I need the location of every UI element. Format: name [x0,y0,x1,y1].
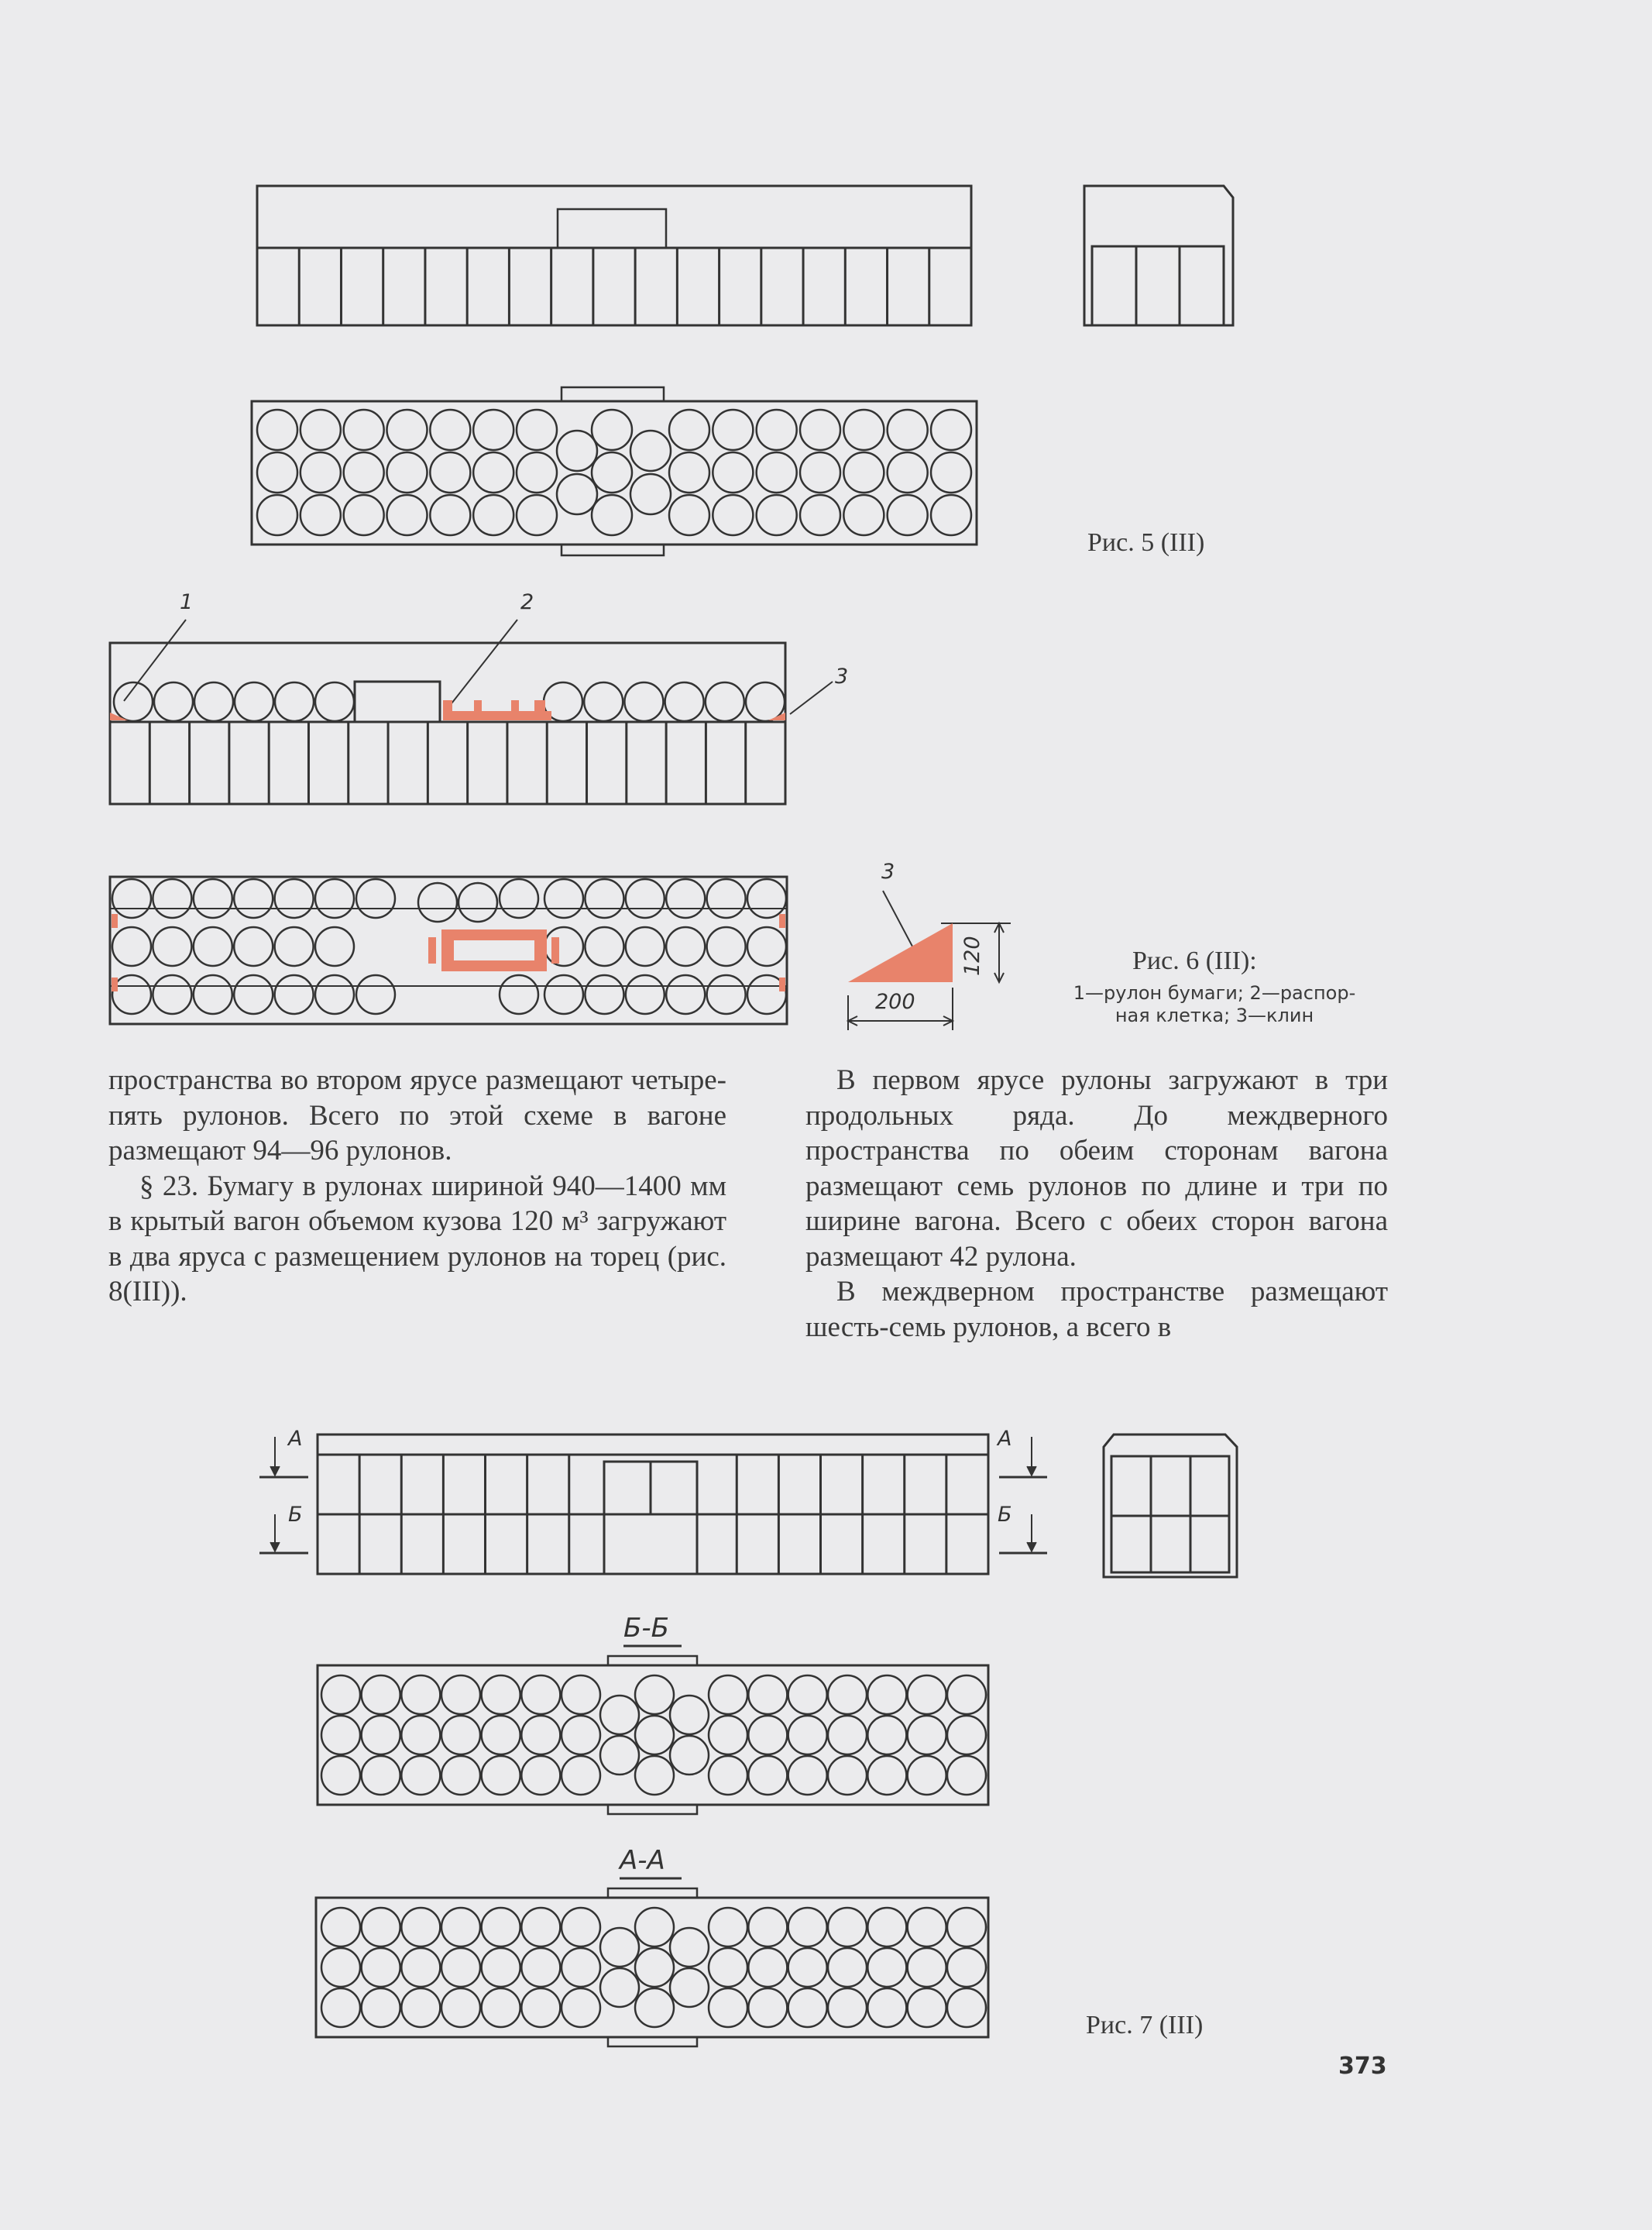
marker-b-right: Б [998,1503,1012,1527]
paper-roll [584,682,623,721]
paper-roll [867,1908,906,1947]
paper-roll [459,883,497,922]
paper-roll [665,682,704,721]
paper-roll [888,410,928,450]
paper-roll [931,495,971,535]
paper-roll [482,1988,520,2027]
paper-roll [747,879,786,918]
paper-roll [947,1988,986,2027]
paper-roll [521,1948,560,1987]
paper-roll [362,1675,400,1714]
paper-roll [757,495,797,535]
paper-roll [713,452,753,493]
paper-roll [321,1756,360,1795]
paper-roll [908,1988,946,2027]
paper-roll [194,879,232,918]
paper-roll [635,1716,674,1754]
paper-roll [867,1988,906,2027]
paper-roll [482,1716,520,1754]
paper-roll [257,452,297,493]
paper-roll [748,1716,787,1754]
paper-roll [562,1756,600,1795]
paper-roll [828,1988,867,2027]
paper-roll [947,1675,986,1714]
paper-roll [301,495,341,535]
paper-roll [828,1756,867,1795]
marker-a-left: А [288,1427,303,1451]
paper-roll [356,975,395,1014]
callout-3-wedge: 3 [881,860,895,884]
paper-roll [153,927,191,966]
paper-roll [315,975,354,1014]
paper-roll [908,1948,946,1987]
fig6-legend-line1: 1—рулон бумаги; 2—распор- [1073,982,1356,1004]
paper-roll [748,1756,787,1795]
fig5-side-view [257,186,971,325]
paper-roll [557,474,597,514]
paper-roll [867,1675,906,1714]
paper-roll [321,1908,360,1947]
paper-roll [401,1948,440,1987]
paper-roll [387,495,428,535]
paper-roll [908,1675,946,1714]
paper-roll [344,452,384,493]
paper-roll [800,410,840,450]
fig5-end-view [1084,186,1233,325]
paper-roll [517,495,557,535]
paper-roll [843,495,884,535]
paper-roll [562,1675,600,1714]
paper-roll [669,410,709,450]
dim-200: 200 [875,990,915,1014]
paper-roll [430,410,470,450]
paper-roll [521,1908,560,1947]
paper-roll [828,1948,867,1987]
paper-roll [441,1675,480,1714]
paper-roll [387,452,428,493]
paper-roll [585,975,623,1014]
paper-roll [709,1988,747,2027]
paper-roll [521,1756,560,1795]
paper-roll [867,1948,906,1987]
paper-roll [234,927,273,966]
paper-roll [315,682,354,721]
paper-roll [112,975,151,1014]
paper-roll [557,431,597,471]
paper-roll [670,1696,709,1734]
paper-roll [257,410,297,450]
left-text-column [108,1063,726,1310]
fig5-caption: Рис. 5 (III) [1087,528,1205,557]
paper-roll [600,1696,639,1734]
paper-roll [544,975,583,1014]
paper-roll [154,682,193,721]
callout-1: 1 [180,590,194,614]
paper-roll [709,1716,747,1754]
left-paragraph-1: пространства во втором ярусе размещают четыре-пять рулонов. Всего по этой схеме в вагоне размещают 94—96 рулонов. [108,1064,726,1167]
right-text-column [805,1063,1388,1345]
paper-roll [600,1968,639,2007]
paper-roll [788,1716,827,1754]
paper-roll [828,1675,867,1714]
fig5-top-view [252,387,977,555]
paper-roll [828,1908,867,1947]
paper-roll [301,452,341,493]
paper-roll [908,1716,946,1754]
paper-roll [707,975,746,1014]
paper-roll [321,1988,360,2027]
paper-roll [362,1948,400,1987]
paper-roll [788,1948,827,1987]
left-paragraph-2: § 23. Бумагу в рулонах шириной 940—1400 мм в крытый вагон объемом кузова 120 м³ загружают в два яруса с размещением рулонов на торец (рис. 8(III)). [108,1170,726,1307]
paper-roll [788,1756,827,1795]
right-paragraph-2: В междверном пространстве размещают шесть-семь рулонов, а всего в [805,1276,1388,1343]
paper-roll [544,927,583,966]
paper-roll [709,1675,747,1714]
paper-roll [707,927,746,966]
paper-roll [947,1716,986,1754]
paper-roll [257,495,297,535]
paper-roll [630,474,671,514]
paper-roll [362,1908,400,1947]
paper-roll [234,975,273,1014]
paper-roll [362,1988,400,2027]
paper-roll [843,452,884,493]
paper-roll [401,1756,440,1795]
paper-roll [562,1988,600,2027]
paper-roll [788,1988,827,2027]
paper-roll [521,1716,560,1754]
paper-roll [947,1948,986,1987]
paper-roll [635,1908,674,1947]
paper-roll [517,452,557,493]
paper-roll [112,879,151,918]
paper-roll [931,452,971,493]
paper-roll [562,1948,600,1987]
callout-2: 2 [520,590,534,614]
fig6-caption: Рис. 6 (III): [1132,947,1257,975]
paper-roll [441,1908,480,1947]
paper-roll [153,975,191,1014]
fig7-caption: Рис. 7 (III) [1086,2011,1204,2039]
fig7-end-view [1104,1435,1237,1577]
paper-roll [401,1908,440,1947]
section-bb-label: Б-Б [623,1613,669,1644]
paper-roll [562,1716,600,1754]
paper-roll [473,452,513,493]
paper-roll [635,1948,674,1987]
right-paragraph-1: В первом ярусе рулоны загружают в три продольных ряда. До междверного пространства по обеим сторонам вагона размещают семь рулонов по длине и три по ширине вагона. Всего с обеих сторон вагона размещают 42 рулона. [805,1064,1388,1273]
paper-roll [788,1908,827,1947]
paper-roll [707,879,746,918]
paper-roll [441,1988,480,2027]
paper-roll [544,879,583,918]
fig7-section-bb [318,1646,988,1814]
paper-roll [666,879,705,918]
paper-roll [706,682,744,721]
paper-roll [908,1908,946,1947]
paper-roll [430,452,470,493]
paper-roll [401,1988,440,2027]
paper-roll [430,495,470,535]
paper-roll [473,495,513,535]
paper-roll [362,1716,400,1754]
paper-roll [521,1988,560,2027]
paper-roll [275,879,314,918]
paper-roll [418,883,457,922]
paper-roll [757,410,797,450]
paper-roll [194,682,233,721]
paper-roll [500,879,538,918]
dim-120: 120 [960,936,984,976]
paper-roll [666,975,705,1014]
paper-roll [747,927,786,966]
paper-roll [482,1948,520,1987]
paper-roll [562,1908,600,1947]
paper-roll [800,452,840,493]
paper-roll [800,495,840,535]
paper-roll [401,1675,440,1714]
paper-roll [748,1948,787,1987]
paper-roll [669,452,709,493]
paper-roll [670,1928,709,1967]
section-aa-label: А-А [620,1845,665,1876]
paper-roll [931,410,971,450]
paper-roll [670,1968,709,2007]
orange-accents [110,700,953,991]
paper-roll [387,410,428,450]
paper-roll [843,410,884,450]
paper-roll [626,879,665,918]
paper-roll [592,452,632,493]
paper-roll [362,1756,400,1795]
paper-roll [635,1756,674,1795]
paper-roll [234,879,273,918]
paper-roll [585,879,623,918]
paper-roll [592,410,632,450]
page-number: 373 [1338,2053,1387,2080]
paper-roll [321,1948,360,1987]
paper-roll [235,682,273,721]
paper-roll [194,927,232,966]
paper-roll [521,1675,560,1714]
fig6-legend-line2: ная клетка; 3—клин [1114,1005,1314,1026]
paper-roll [867,1716,906,1754]
paper-roll [315,879,354,918]
paper-roll [666,927,705,966]
paper-roll [635,1988,674,2027]
paper-roll [401,1716,440,1754]
paper-roll [888,495,928,535]
paper-roll [670,1736,709,1775]
paper-roll [153,879,191,918]
fig7-side-view [259,1435,1047,1574]
paper-roll [275,927,314,966]
paper-roll [635,1675,674,1714]
paper-roll [482,1675,520,1714]
callout-3-side: 3 [835,665,849,689]
paper-roll [194,975,232,1014]
marker-b-left: Б [288,1503,303,1527]
paper-roll [344,410,384,450]
paper-roll [441,1756,480,1795]
paper-roll [592,495,632,535]
paper-roll [356,879,395,918]
paper-roll [669,495,709,535]
paper-roll [630,431,671,471]
paper-roll [626,975,665,1014]
paper-roll [746,682,785,721]
paper-roll [600,1928,639,1967]
paper-roll [321,1675,360,1714]
paper-roll [709,1948,747,1987]
paper-roll [713,410,753,450]
paper-roll [112,927,151,966]
paper-roll [709,1756,747,1795]
fig7-section-aa [316,1878,988,2046]
paper-roll [624,682,663,721]
paper-roll [709,1908,747,1947]
paper-roll [482,1908,520,1947]
paper-roll [908,1756,946,1795]
paper-roll [748,1908,787,1947]
paper-roll [275,975,314,1014]
paper-roll [626,927,665,966]
paper-roll [344,495,384,535]
paper-roll [585,927,623,966]
paper-roll [748,1988,787,2027]
paper-roll [947,1908,986,1947]
paper-roll [301,410,341,450]
paper-roll [947,1756,986,1795]
paper-roll [473,410,513,450]
paper-roll [500,975,538,1014]
paper-roll [757,452,797,493]
paper-roll [748,1675,787,1714]
paper-roll [275,682,314,721]
paper-roll [888,452,928,493]
marker-a-right: А [998,1427,1012,1451]
paper-roll [713,495,753,535]
paper-roll [321,1716,360,1754]
paper-roll [441,1716,480,1754]
paper-roll [315,927,354,966]
paper-roll [600,1736,639,1775]
paper-roll [828,1716,867,1754]
wedge-shape [848,923,953,982]
paper-roll [867,1756,906,1795]
paper-roll [482,1756,520,1795]
paper-roll [517,410,557,450]
paper-roll [441,1948,480,1987]
paper-roll [788,1675,827,1714]
